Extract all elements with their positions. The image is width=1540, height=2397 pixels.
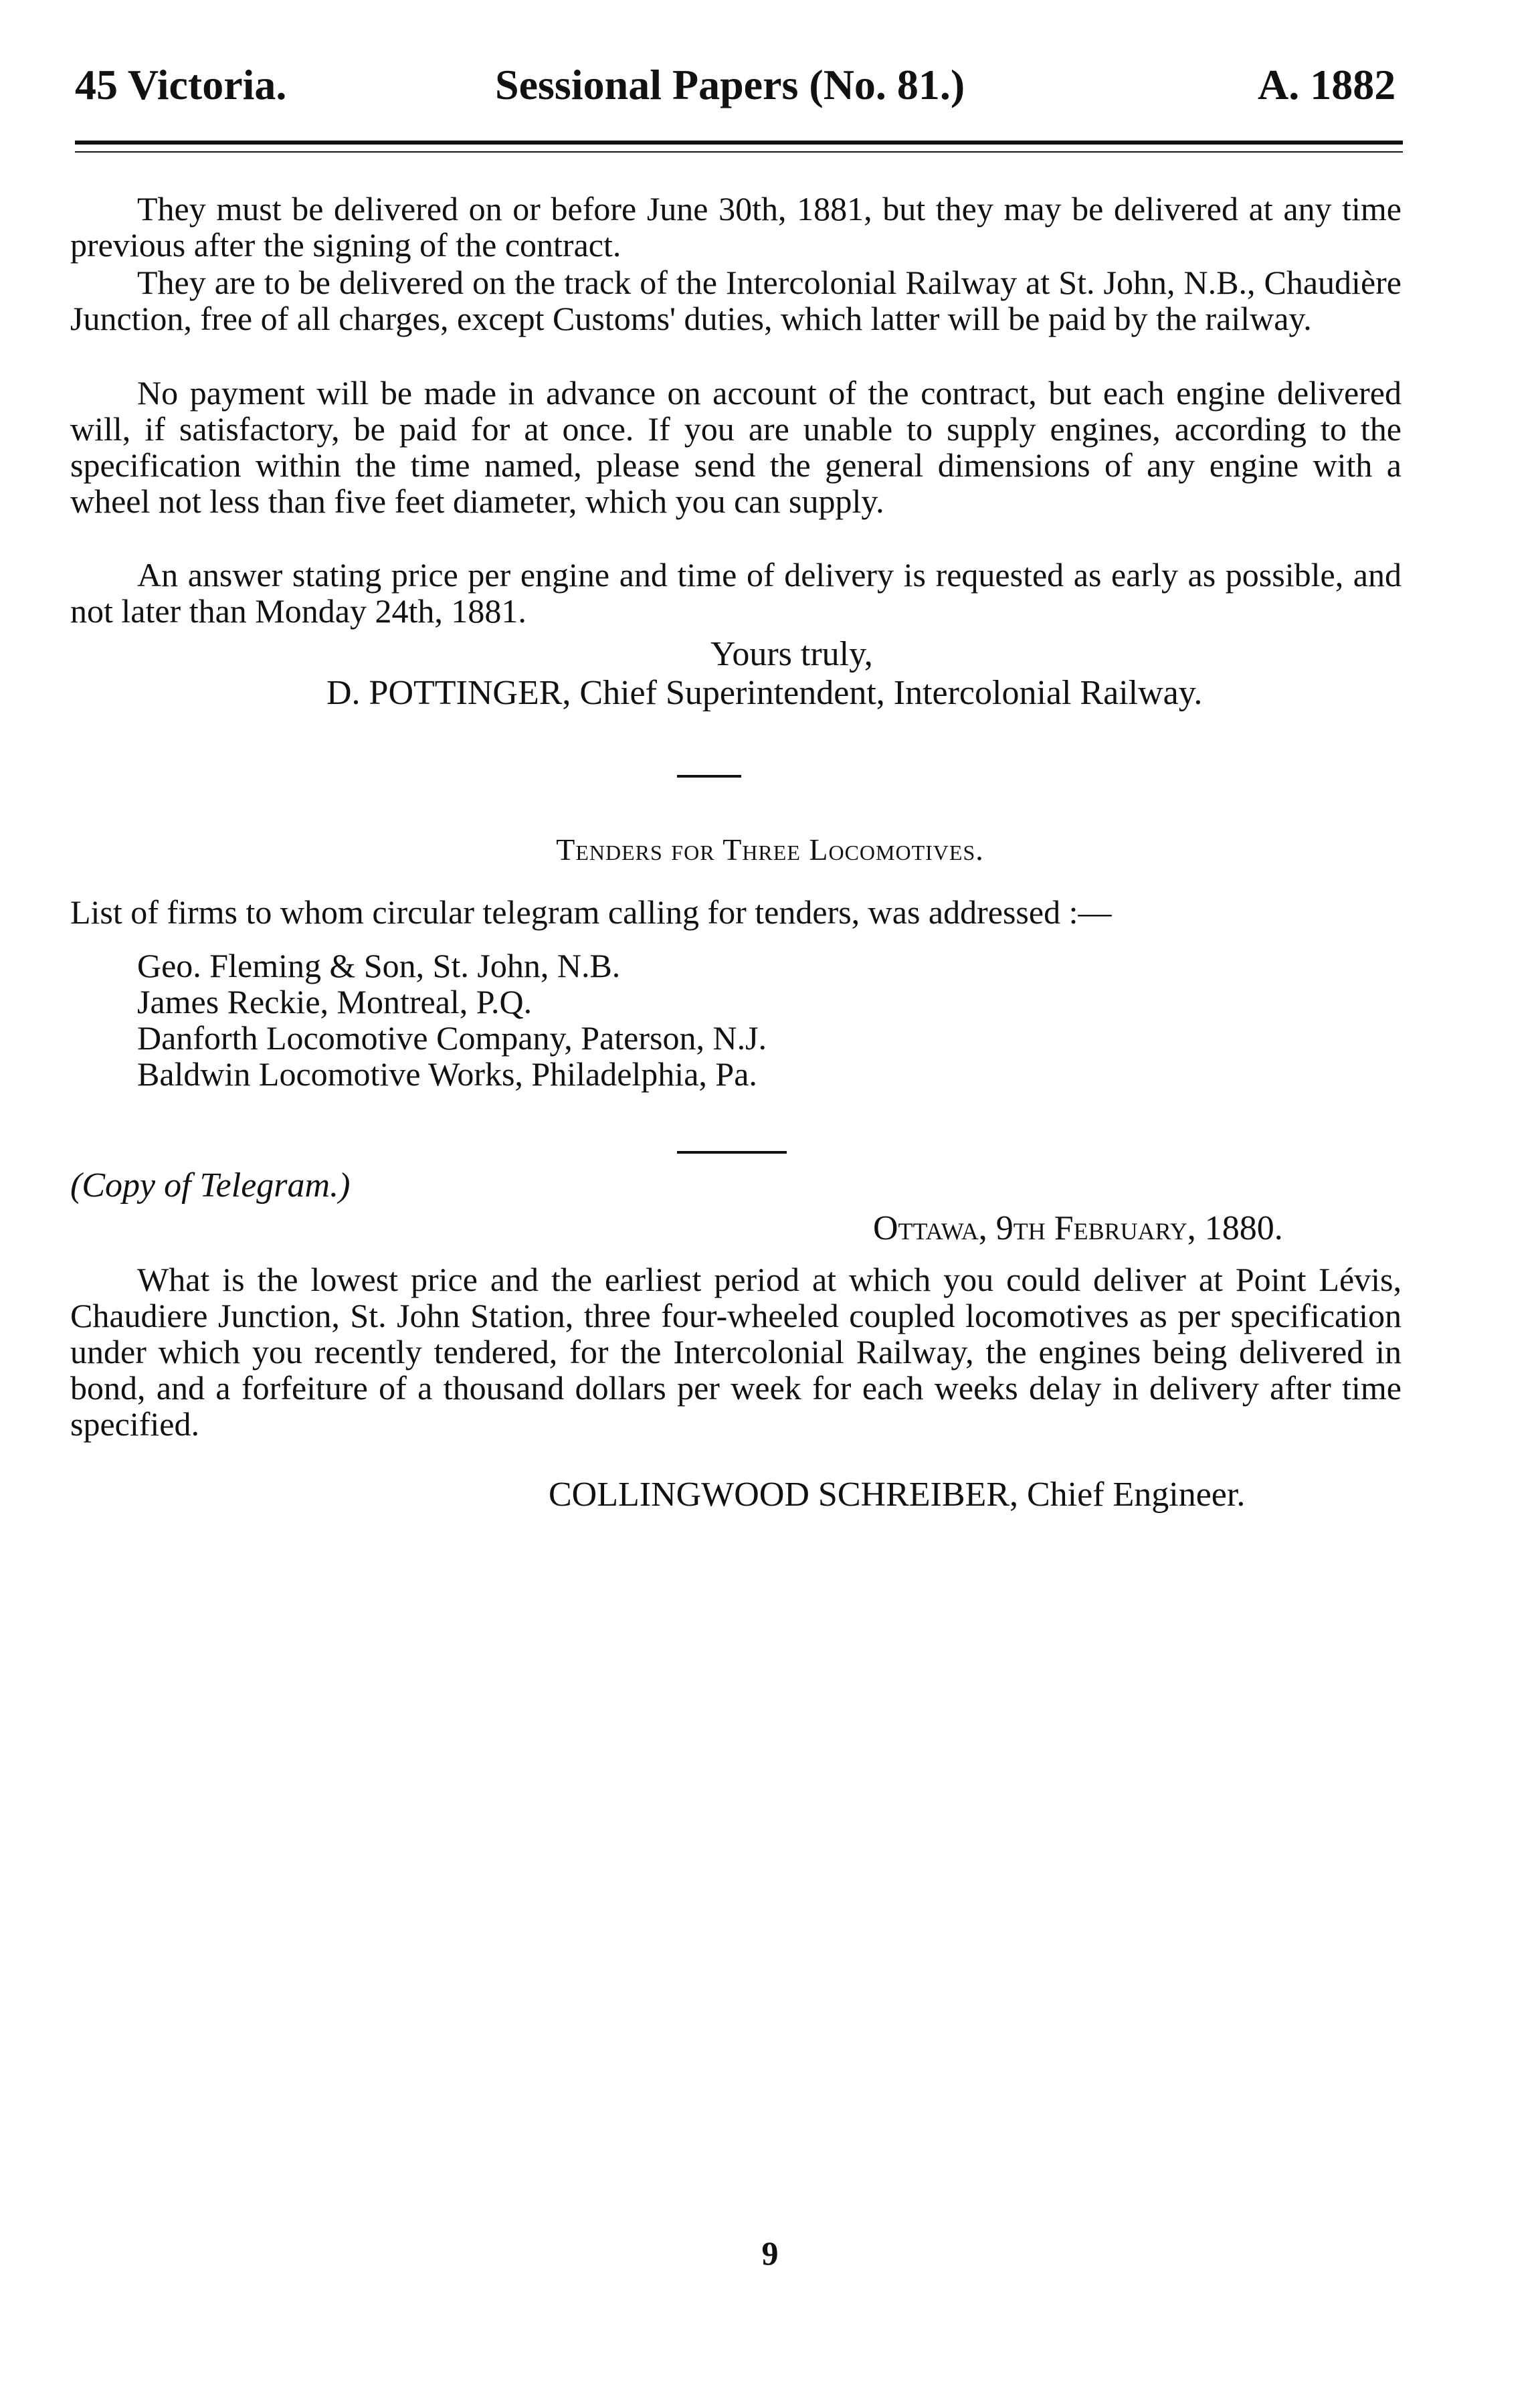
list-item: Danforth Locomotive Company, Paterson, N.J.: [137, 1019, 767, 1057]
section-divider: [677, 1151, 787, 1154]
letter-paragraph: They are to be delivered on the track of the Intercolonial Railway at St. John, N.B., Chaudière Junction, free of all charges, except Customs' duties, which latter will be paid by the railway.: [70, 264, 1402, 337]
header-year: A. 1882: [1258, 61, 1396, 108]
letter-closing: Yours truly,: [710, 635, 873, 673]
header-title: Sessional Papers (No. 81.): [495, 61, 965, 108]
section-heading: Tenders for Three Locomotives.: [556, 832, 984, 867]
telegram-dateline: Ottawa, 9th February, 1880.: [873, 1209, 1283, 1247]
firm-list: [137, 948, 767, 1092]
header-rule-thin: [75, 151, 1403, 153]
list-item: Geo. Fleming & Son, St. John, N.B.: [137, 947, 621, 984]
list-item: James Reckie, Montreal, P.Q.: [137, 983, 533, 1020]
page-number: 9: [761, 2234, 779, 2272]
telegram-body: What is the lowest price and the earliest period at which you could deliver at Point Lévis, Chaudiere Junction, St. John Station, three four-wheeled coupled locomotives as per specification under which you recently tendered, for the Intercolonial Railway, the engines being delivered in bond, and a forfeiture of a thousand dollars per week for each weeks delay in delivery after time specified.: [70, 1261, 1402, 1443]
telegram-label: (Copy of Telegram.): [70, 1166, 351, 1205]
header-session: 45 Victoria.: [75, 61, 287, 108]
telegram-signature: COLLINGWOOD SCHREIBER, Chief Engineer.: [549, 1476, 1246, 1514]
section-divider: [677, 775, 741, 778]
header-rule: [75, 141, 1403, 145]
letter-signature: D. POTTINGER, Chief Superintendent, Intercolonial Railway.: [326, 674, 1203, 712]
letter-paragraph: They must be delivered on or before June 30th, 1881, but they may be delivered at any time previous after the signing of the contract.: [70, 190, 1402, 264]
letter-paragraph: No payment will be made in advance on account of the contract, but each engine delivered will, if satisfactory, be paid for at once. If you are unable to supply engines, according to the specification within the time named, please send the general dimensions of any engine with a wheel not less than five feet diameter, which you can supply.: [70, 374, 1402, 520]
letter-paragraph: An answer stating price per engine and time of delivery is requested as early as possible, and not later than Monday 24th, 1881.: [70, 556, 1402, 630]
list-item: Baldwin Locomotive Works, Philadelphia, Pa.: [137, 1055, 757, 1093]
tenders-intro: List of firms to whom circular telegram calling for tenders, was addressed :—: [70, 893, 1112, 931]
